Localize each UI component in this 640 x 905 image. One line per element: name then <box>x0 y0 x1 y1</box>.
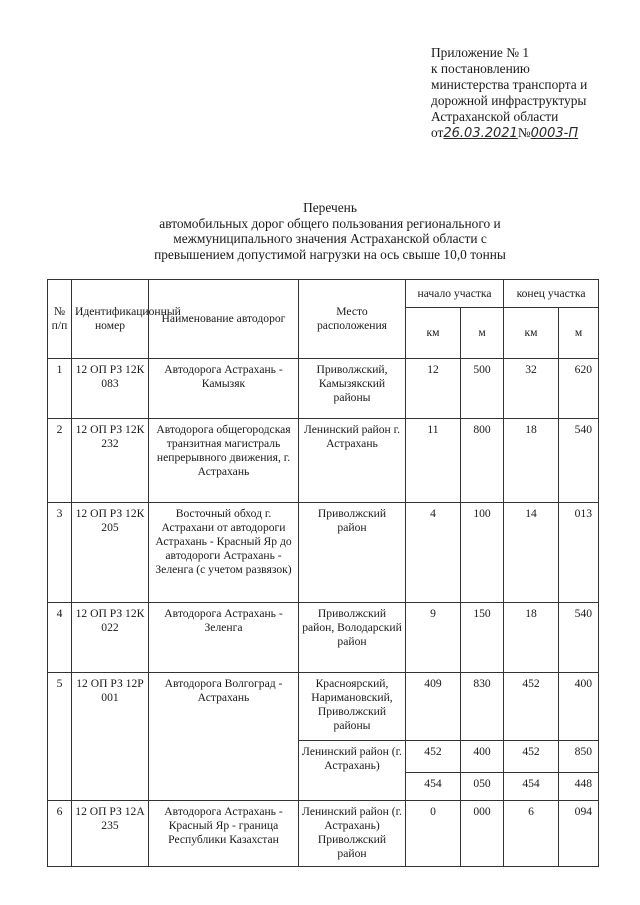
number-prefix: № <box>517 125 531 140</box>
cell-place: Красноярский, Наримановский, Приволжский районы <box>299 673 406 741</box>
cell-start-m: 100 <box>461 503 504 603</box>
cell-id: 12 ОП РЗ 12К 083 <box>72 359 149 419</box>
handwritten-date: 26.03.2021 <box>443 126 518 141</box>
cell-place: Приволжский, Камызякский районы <box>299 359 406 419</box>
cell-start-m: 150 <box>461 603 504 673</box>
table-row <box>48 801 599 867</box>
table-row <box>48 359 599 419</box>
header-start: начало участка <box>406 280 504 308</box>
title-line: превышением допустимой нагрузки на ось свыше 10,0 тонны <box>154 246 506 262</box>
cell-start-m: 800 <box>461 419 504 503</box>
table-row <box>48 419 599 503</box>
cell-start-m: 050 <box>461 773 504 801</box>
cell-end-m: 448 <box>559 773 599 801</box>
header-end-km: км <box>504 308 559 359</box>
cell-name: Автодорога Астрахань - Зеленга <box>149 603 299 673</box>
cell-num: 3 <box>48 503 72 603</box>
cell-start-m: 830 <box>461 673 504 741</box>
cell-start-m: 500 <box>461 359 504 419</box>
cell-start-m: 400 <box>461 741 504 773</box>
cell-end-m: 094 <box>559 801 599 867</box>
cell-start-km: 409 <box>406 673 461 741</box>
cell-id: 12 ОП РЗ 12К 022 <box>72 603 149 673</box>
appendix-line: дорожной инфраструктуры <box>431 93 587 108</box>
cell-end-km: 18 <box>504 603 559 673</box>
header-place: Место расположения <box>299 280 406 359</box>
cell-id: 12 ОП РЗ 12Р 001 <box>72 673 149 801</box>
table-row <box>48 673 599 741</box>
cell-num: 6 <box>48 801 72 867</box>
cell-id: 12 ОП РЗ 12А 235 <box>72 801 149 867</box>
cell-end-m: 620 <box>559 359 599 419</box>
appendix-line: Астраханской области <box>431 109 559 124</box>
cell-end-km: 452 <box>504 673 559 741</box>
cell-start-km: 454 <box>406 773 461 801</box>
cell-place: Приволжский район <box>299 503 406 603</box>
header-id: Идентификационный номер <box>72 280 149 359</box>
appendix-line: Приложение № 1 <box>431 45 530 60</box>
cell-num: 1 <box>48 359 72 419</box>
cell-end-km: 14 <box>504 503 559 603</box>
cell-id: 12 ОП РЗ 12К 205 <box>72 503 149 603</box>
cell-start-km: 12 <box>406 359 461 419</box>
table-row <box>48 603 599 673</box>
header-num: № п/п <box>48 280 72 359</box>
cell-place: Ленинский район (г. Астрахань) Приволжский район <box>299 801 406 867</box>
cell-num: 4 <box>48 603 72 673</box>
appendix-line: к постановлению <box>431 61 530 76</box>
cell-end-km: 6 <box>504 801 559 867</box>
cell-start-km: 452 <box>406 741 461 773</box>
title-line: межмуниципального значения Астраханской области с <box>173 231 487 247</box>
document-title <box>120 200 540 262</box>
cell-end-km: 454 <box>504 773 559 801</box>
appendix-line: министерства транспорта и <box>431 77 588 92</box>
cell-name: Восточный обход г. Астрахани от автодороги Астрахань - Красный Яр до автодороги Астрахань - Зеленга (с учетом развязок) <box>149 503 299 603</box>
cell-num: 5 <box>48 673 72 801</box>
cell-start-m: 000 <box>461 801 504 867</box>
roads-table <box>47 279 599 867</box>
cell-start-km: 11 <box>406 419 461 503</box>
cell-place: Приволжский район, Володарский район <box>299 603 406 673</box>
header-start-m: м <box>461 308 504 359</box>
cell-name: Автодорога Астрахань - Камызяк <box>149 359 299 419</box>
cell-end-km: 32 <box>504 359 559 419</box>
cell-name: Автодорога Волгоград - Астрахань <box>149 673 299 801</box>
table-row <box>48 503 599 603</box>
title-line: Перечень <box>303 200 357 215</box>
cell-start-km: 9 <box>406 603 461 673</box>
appendix-block <box>431 45 631 142</box>
cell-end-m: 540 <box>559 603 599 673</box>
cell-start-km: 4 <box>406 503 461 603</box>
cell-end-km: 452 <box>504 741 559 773</box>
header-name: Наименование автодорог <box>149 280 299 359</box>
header-end: конец участка <box>504 280 599 308</box>
cell-end-km: 18 <box>504 419 559 503</box>
cell-id: 12 ОП РЗ 12К 232 <box>72 419 149 503</box>
appendix-date-line <box>431 125 631 142</box>
header-end-m: м <box>559 308 599 359</box>
cell-place: Ленинский район г. Астрахань <box>299 419 406 503</box>
date-prefix: от <box>431 125 444 140</box>
cell-start-km: 0 <box>406 801 461 867</box>
title-line: автомобильных дорог общего пользования регионального и <box>159 215 501 231</box>
cell-place: Ленинский район (г. Астрахань) <box>299 741 406 801</box>
cell-end-m: 850 <box>559 741 599 773</box>
cell-end-m: 400 <box>559 673 599 741</box>
cell-end-m: 540 <box>559 419 599 503</box>
cell-name: Автодорога Астрахань - Красный Яр - граница Республики Казахстан <box>149 801 299 867</box>
handwritten-number: 0003-П <box>530 126 579 141</box>
cell-num: 2 <box>48 419 72 503</box>
cell-name: Автодорога общегородская транзитная магистраль непрерывного движения, г. Астрахань <box>149 419 299 503</box>
header-start-km: км <box>406 308 461 359</box>
cell-end-m: 013 <box>559 503 599 603</box>
